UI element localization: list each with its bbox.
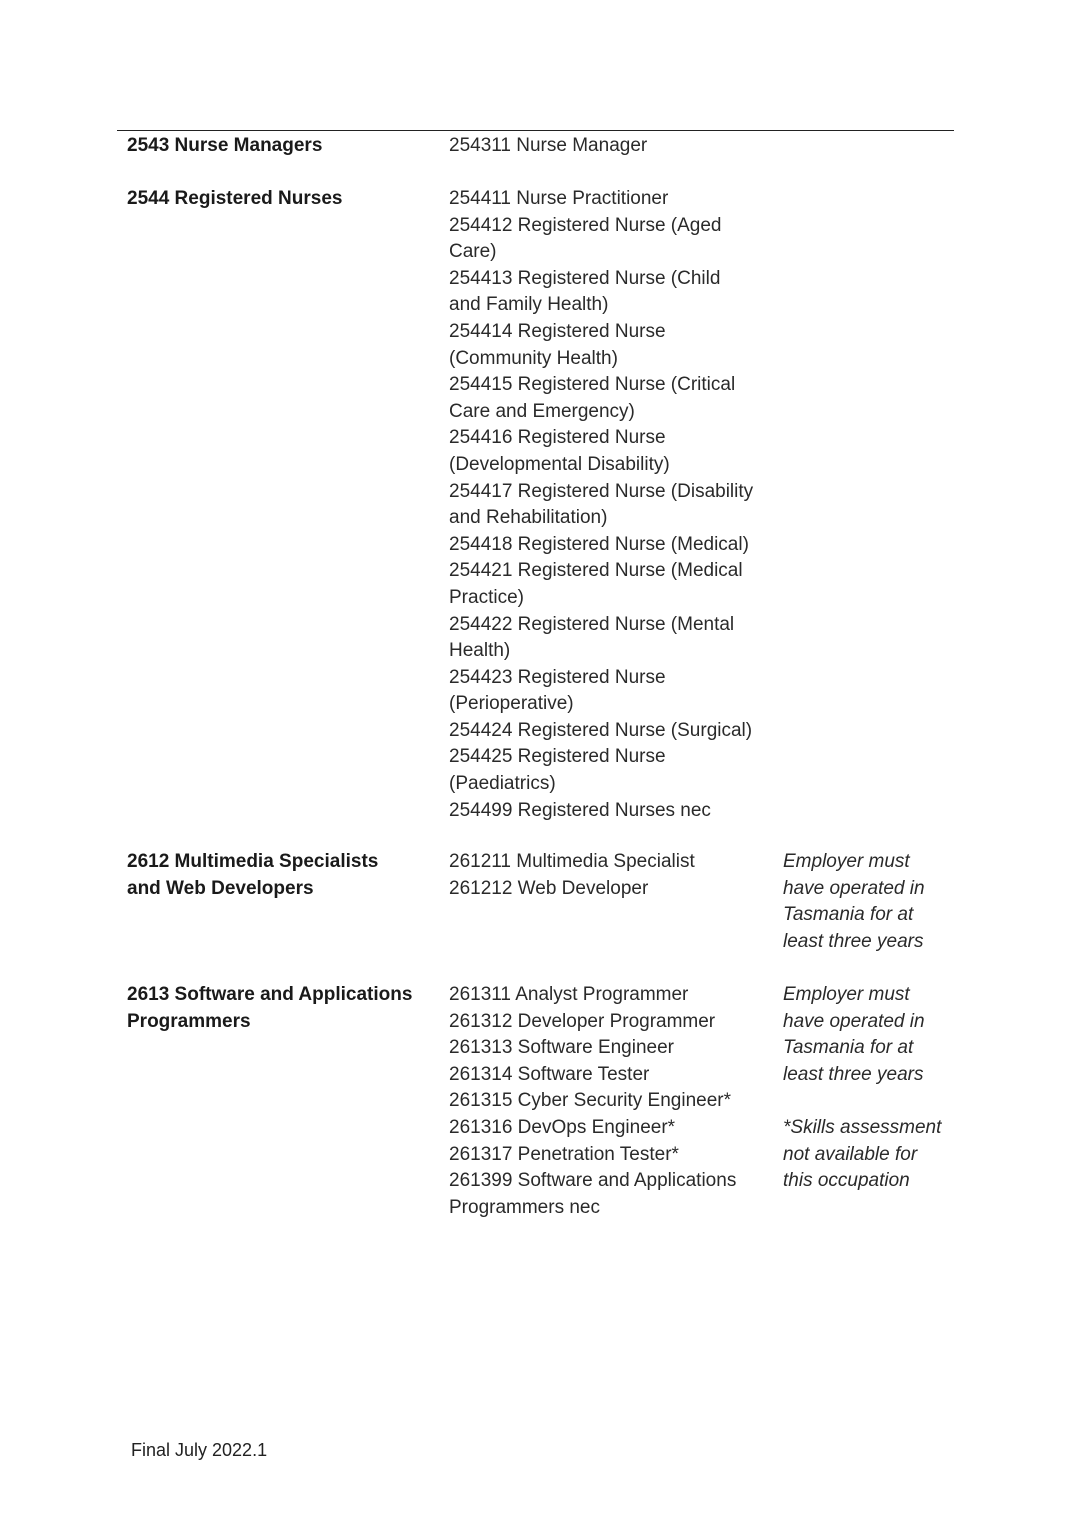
text-line: 2613 Software and Applications — [127, 984, 413, 1005]
text-line: 2544 Registered Nurses — [127, 188, 343, 209]
text-line: 261312 Developer Programmer — [449, 1010, 716, 1032]
text-line: 2543 Nurse Managers — [127, 135, 323, 156]
text-line: Employer must — [783, 851, 910, 872]
text-line: least three years — [783, 930, 924, 952]
occupation-note — [783, 849, 953, 955]
text-line: 254414 Registered Nurse — [449, 320, 666, 342]
text-line: and Family Health) — [449, 294, 609, 316]
occupation-list — [449, 982, 769, 1221]
text-line: Practice) — [449, 586, 524, 608]
table-top-rule — [117, 130, 954, 131]
text-line: have operated in — [783, 877, 925, 899]
text-line: Programmers — [127, 1010, 251, 1032]
text-line: Care and Emergency) — [449, 400, 635, 422]
text-line: 261316 DevOps Engineer* — [449, 1116, 676, 1138]
text-line: 254311 Nurse Manager — [449, 135, 648, 156]
text-line: Programmers nec — [449, 1196, 600, 1218]
text-line: 254424 Registered Nurse (Surgical) — [449, 719, 753, 741]
text-line: Tasmania for at — [783, 1037, 914, 1059]
text-line: Care) — [449, 241, 497, 263]
text-line: 261314 Software Tester — [449, 1063, 650, 1085]
page-footer: Final July 2022.1 — [131, 1440, 268, 1460]
text-line: 254421 Registered Nurse (Medical — [449, 560, 743, 582]
text-line: (Developmental Disability) — [449, 453, 670, 475]
text-line: 2612 Multimedia Specialists — [127, 851, 379, 872]
text-line: 261315 Cyber Security Engineer* — [449, 1090, 732, 1112]
occupation-list — [449, 849, 769, 902]
text-line: 254418 Registered Nurse (Medical) — [449, 533, 749, 555]
text-line: 261399 Software and Applications — [449, 1170, 737, 1192]
text-line: Employer must — [783, 984, 910, 1005]
text-line: 254415 Registered Nurse (Critical — [449, 374, 736, 396]
text-line: 261317 Penetration Tester* — [449, 1143, 679, 1165]
text-line: Tasmania for at — [783, 904, 914, 926]
text-line: 254423 Registered Nurse — [449, 666, 666, 688]
line-gap — [783, 1088, 953, 1115]
text-line: (Perioperative) — [449, 693, 574, 715]
text-line: 254412 Registered Nurse (Aged — [449, 214, 722, 236]
unit-group-cell — [127, 186, 442, 213]
text-line: 261212 Web Developer — [449, 877, 649, 899]
text-line: 254417 Registered Nurse (Disability — [449, 480, 754, 502]
occupation-list — [449, 133, 769, 160]
occupation-list — [449, 186, 769, 824]
text-line: 254416 Registered Nurse — [449, 427, 666, 449]
unit-group-cell — [127, 849, 442, 902]
text-line: (Paediatrics) — [449, 773, 556, 795]
text-line: (Community Health) — [449, 347, 618, 369]
unit-group-cell — [127, 982, 442, 1035]
text-line: 254422 Registered Nurse (Mental — [449, 613, 735, 635]
text-line: *Skills assessment — [783, 1116, 942, 1138]
occupation-note — [783, 982, 953, 1195]
text-line: Health) — [449, 640, 511, 662]
text-line: 261311 Analyst Programmer — [449, 984, 689, 1005]
text-line: 254425 Registered Nurse — [449, 746, 666, 768]
text-line: and Web Developers — [127, 877, 314, 899]
text-line: 254499 Registered Nurses nec — [449, 799, 711, 821]
unit-group-cell — [127, 133, 442, 160]
text-line: 261313 Software Engineer — [449, 1037, 674, 1059]
text-line: this occupation — [783, 1170, 910, 1192]
text-line: and Rehabilitation) — [449, 507, 608, 529]
text-line: 261211 Multimedia Specialist — [449, 851, 695, 872]
text-line: 254411 Nurse Practitioner — [449, 188, 669, 209]
text-line: least three years — [783, 1063, 924, 1085]
text-line: 254413 Registered Nurse (Child — [449, 267, 721, 289]
text-line: not available for — [783, 1143, 918, 1165]
text-line: have operated in — [783, 1010, 925, 1032]
